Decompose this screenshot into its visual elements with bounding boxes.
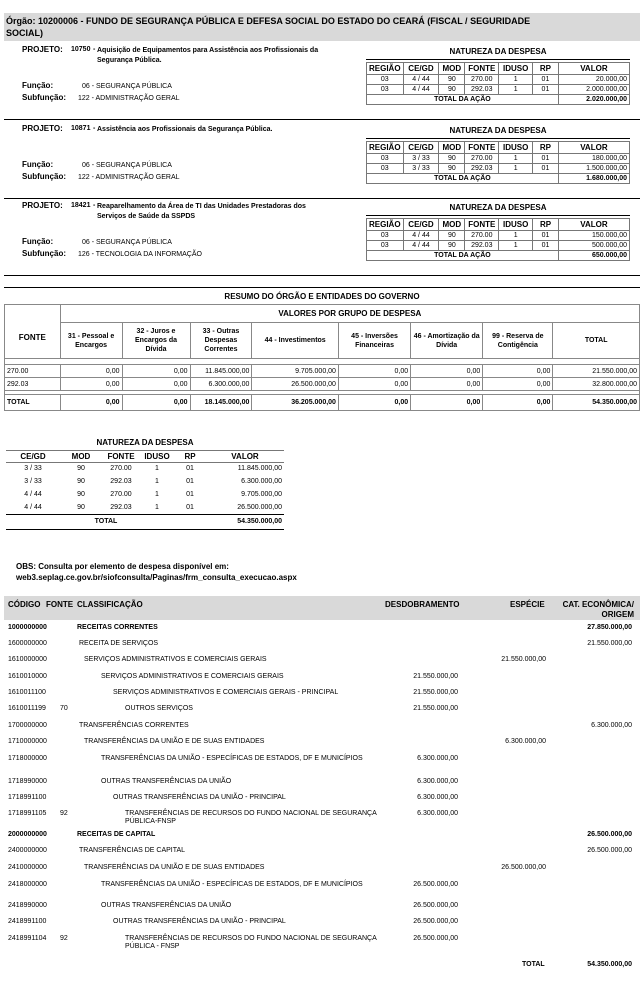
col-cat: CAT. ECONÔMICA/ ORIGEM <box>562 600 634 619</box>
cell-iduso: 1 <box>499 164 533 174</box>
cell-cegd: 3 / 33 <box>403 164 439 174</box>
subfuncao-label: Subfunção: <box>22 172 66 181</box>
classif-esp: 26.500.000,00 <box>501 864 546 871</box>
projeto-code: 10750 <box>71 46 91 53</box>
funcao-value: 06 - SEGURANÇA PÚBLICA <box>82 83 172 90</box>
classif-cat: 26.500.000,00 <box>587 831 632 838</box>
classif-fonte: 70 <box>60 705 68 712</box>
classif-cat: 6.300.000,00 <box>591 722 632 729</box>
col-desdobramento: DESDOBRAMENTO <box>385 600 460 609</box>
classif-code: 2418991104 <box>8 935 47 942</box>
col-cegd: CE/GD <box>403 142 439 154</box>
classif-desd: 6.300.000,00 <box>417 810 458 817</box>
col-mod: MOD <box>439 142 465 154</box>
resumo-col-fonte: FONTE <box>5 305 61 359</box>
natureza-title: NATUREZA DA DESPESA <box>449 47 547 56</box>
resumo-total-cell: 54.350.000,00 <box>553 395 640 411</box>
table-row <box>5 378 640 391</box>
resumo-col: 44 - Investimentos <box>252 323 339 359</box>
cell-valor: 150.000,00 <box>558 231 629 241</box>
natureza2-title: NATUREZA DA DESPESA <box>6 436 284 450</box>
classif-fonte: 92 <box>60 935 68 942</box>
cell-cegd: 4 / 44 <box>24 491 42 498</box>
classif-code: 1718991100 <box>8 794 47 801</box>
cell-regiao: 03 <box>367 75 404 85</box>
resumo-col: 33 - Outras Despesas Correntes <box>190 323 252 359</box>
total-acao-label: TOTAL DA AÇÃO <box>367 174 559 184</box>
classif-code: 1610010000 <box>8 673 47 680</box>
resumo-title: RESUMO DO ÓRGÃO E ENTIDADES DO GOVERNO <box>224 292 420 301</box>
projeto-code: 18421 <box>71 202 91 209</box>
cell-fonte: 270.00 <box>110 465 132 473</box>
classif-desd: 6.300.000,00 <box>417 778 458 785</box>
classif-desc: SERVIÇOS ADMINISTRATIVOS E COMERCIAIS GERAIS - PRINCIPAL <box>113 689 339 696</box>
cell-iduso: 1 <box>155 478 159 485</box>
col-cegd: CE/GD <box>6 450 60 462</box>
resumo-total-cell: 0,00 <box>483 395 553 411</box>
cell-rp: 01 <box>533 164 559 174</box>
cell-rp: 01 <box>533 241 559 251</box>
col-mod: MOD <box>439 219 465 231</box>
classif-desc: TRANSFERÊNCIAS DE RECURSOS DO FUNDO NACIONAL DE SEGURANÇA PÚBLICA - FNSP <box>125 935 377 950</box>
resumo-cell: 0,00 <box>483 378 553 391</box>
classif-code: 2418990000 <box>8 902 47 909</box>
col-regiao: REGIÃO <box>367 63 404 75</box>
resumo-cell: 0,00 <box>483 365 553 378</box>
classif-code: 2418000000 <box>8 881 47 888</box>
resumo-cell: 0,00 <box>60 378 122 391</box>
classif-code: 1000000000 <box>8 624 47 631</box>
cell-valor: 2.000.000,00 <box>558 85 629 95</box>
cell-regiao: 03 <box>367 154 404 164</box>
classif-desc: TRANSFERÊNCIAS DA UNIÃO - ESPECÍFICAS DE ESTADOS, DF E MUNICÍPIOS <box>101 755 363 762</box>
col-rp: RP <box>533 63 559 75</box>
cell-rp: 01 <box>533 231 559 241</box>
funcao-value: 06 - SEGURANÇA PÚBLICA <box>82 239 172 246</box>
table-row <box>6 501 284 514</box>
cell-fonte: 292.03 <box>465 164 499 174</box>
subfuncao-value: 122 - ADMINISTRAÇÃO GERAL <box>78 95 180 102</box>
col-rp: RP <box>533 219 559 231</box>
cell-mod: 90 <box>439 241 465 251</box>
classif-desc: OUTRAS TRANSFERÊNCIAS DA UNIÃO <box>101 778 232 785</box>
resumo-cell: 21.550.000,00 <box>553 365 640 378</box>
projeto-dash: - <box>93 202 96 209</box>
table-row <box>6 475 284 488</box>
table-row <box>6 488 284 501</box>
cell-fonte: 292.03 <box>465 85 499 95</box>
classif-code: 1700000000 <box>8 722 47 729</box>
natureza2-total: 54.350.000,00 <box>206 514 284 529</box>
resumo-cell: 0,00 <box>122 365 190 378</box>
resumo-total-cell: 18.145.000,00 <box>190 395 252 411</box>
natureza-table <box>366 141 630 184</box>
resumo-total-cell: 36.205.000,00 <box>252 395 339 411</box>
cell-iduso: 1 <box>499 231 533 241</box>
cell-iduso: 1 <box>499 154 533 164</box>
classif-code: 1610011100 <box>8 689 46 696</box>
classif-desc: TRANSFERÊNCIAS DA UNIÃO E DE SUAS ENTIDADES <box>84 738 265 745</box>
subfuncao-label: Subfunção: <box>22 93 66 102</box>
cell-mod: 90 <box>439 75 465 85</box>
resumo-total-cell: 0,00 <box>122 395 190 411</box>
cell-valor: 26.500.000,00 <box>237 503 282 511</box>
funcao-label: Função: <box>22 81 54 90</box>
table-row <box>367 85 630 95</box>
classif-desc: OUTRAS TRANSFERÊNCIAS DA UNIÃO - PRINCIPAL <box>113 794 286 801</box>
resumo-total-cell: 0,00 <box>411 395 483 411</box>
cell-rp: 01 <box>186 465 194 473</box>
resumo-cell: 11.845.000,00 <box>190 365 252 378</box>
classif-desc: TRANSFERÊNCIAS CORRENTES <box>79 722 189 729</box>
classif-cat: 27.850.000,00 <box>587 624 632 631</box>
cell-valor: 11.845.000,00 <box>237 465 282 473</box>
cell-fonte: 292.03 <box>110 478 132 485</box>
resumo-cell: 26.500.000,00 <box>252 378 339 391</box>
projeto-label: PROJETO: <box>22 124 63 133</box>
classif-code: 2000000000 <box>8 831 47 838</box>
classif-desd: 6.300.000,00 <box>417 755 458 762</box>
resumo-cell: 0,00 <box>411 378 483 391</box>
classif-desc: TRANSFERÊNCIAS DE CAPITAL <box>79 847 186 854</box>
classif-code: 2410000000 <box>8 864 47 871</box>
col-fonte: FONTE <box>102 450 140 462</box>
col-fonte: FONTE <box>465 63 499 75</box>
classif-fonte: 92 <box>60 810 68 817</box>
total-acao-value: 650.000,00 <box>558 251 629 261</box>
classif-desc: OUTRAS TRANSFERÊNCIAS DA UNIÃO <box>101 902 232 909</box>
cell-cegd: 4 / 44 <box>403 85 439 95</box>
classif-desd: 26.500.000,00 <box>413 881 458 888</box>
orgao-title: Órgão: 10200006 - FUNDO DE SEGURANÇA PÚBLICA E DEFESA SOCIAL DO ESTADO DO CEARÁ (FISCAL / SEGURIDADE SOCIAL) <box>6 16 531 38</box>
col-iduso: IDUSO <box>140 450 174 462</box>
resumo-table <box>4 304 640 411</box>
col-rp: RP <box>174 450 206 462</box>
col-iduso: IDUSO <box>499 142 533 154</box>
classif-esp: 21.550.000,00 <box>501 656 546 663</box>
funcao-value: 06 - SEGURANÇA PÚBLICA <box>82 162 172 169</box>
funcao-label: Função: <box>22 160 54 169</box>
col-codigo: CÓDIGO <box>8 600 41 609</box>
classif-desd: 6.300.000,00 <box>417 794 458 801</box>
resumo-cell: 0,00 <box>338 378 410 391</box>
col-valor: VALOR <box>558 142 629 154</box>
natureza-resumo-table <box>6 436 284 530</box>
col-iduso: IDUSO <box>499 219 533 231</box>
col-fonte: FONTE <box>46 600 74 609</box>
col-iduso: IDUSO <box>499 63 533 75</box>
classif-code: 1718990000 <box>8 778 47 785</box>
cell-mod: 90 <box>77 491 85 498</box>
total-acao-value: 2.020.000,00 <box>558 95 629 105</box>
classif-desc: TRANSFERÊNCIAS DA UNIÃO E DE SUAS ENTIDADES <box>84 864 265 871</box>
resumo-col: 32 - Juros e Encargos da Dívida <box>122 323 190 359</box>
cell-cegd: 3 / 33 <box>403 154 439 164</box>
classif-desc: TRANSFERÊNCIAS DE RECURSOS DO FUNDO NACIONAL DE SEGURANÇA PÚBLICA-FNSP <box>125 810 377 825</box>
funcao-label: Função: <box>22 237 54 246</box>
cell-mod: 90 <box>439 154 465 164</box>
cell-cegd: 4 / 44 <box>403 241 439 251</box>
resumo-cell: 32.800.000,00 <box>553 378 640 391</box>
resumo-cell: 6.300.000,00 <box>190 378 252 391</box>
resumo-col: TOTAL <box>553 323 640 359</box>
resumo-total-label: TOTAL <box>5 395 61 411</box>
col-regiao: REGIÃO <box>367 142 404 154</box>
col-fonte: FONTE <box>465 142 499 154</box>
natureza-title: NATUREZA DA DESPESA <box>449 126 547 135</box>
subfuncao-value: 122 - ADMINISTRAÇÃO GERAL <box>78 174 180 181</box>
cell-valor: 9.705.000,00 <box>241 491 282 498</box>
resumo-fonte: 292.03 <box>5 378 61 391</box>
cell-regiao: 03 <box>367 85 404 95</box>
col-valor: VALOR <box>558 63 629 75</box>
resumo-subtitle: VALORES POR GRUPO DE DESPESA <box>60 305 639 323</box>
cell-regiao: 03 <box>367 164 404 174</box>
cell-rp: 01 <box>533 75 559 85</box>
cell-rp: 01 <box>186 503 194 511</box>
classif-code: 1718991105 <box>8 810 47 817</box>
classif-desc: SERVIÇOS ADMINISTRATIVOS E COMERCIAIS GERAIS <box>101 673 284 680</box>
resumo-total-row <box>5 395 640 411</box>
cell-iduso: 1 <box>155 491 159 498</box>
cell-cegd: 4 / 44 <box>403 231 439 241</box>
cell-fonte: 270.00 <box>465 75 499 85</box>
col-regiao: REGIÃO <box>367 219 404 231</box>
classif-code: 1710000000 <box>8 738 47 745</box>
obs-line1: OBS: Consulta por elemento de despesa disponível em: <box>16 562 229 571</box>
cell-mod: 90 <box>77 503 85 511</box>
natureza2-total-label: TOTAL <box>6 514 206 529</box>
classif-desc: TRANSFERÊNCIAS DA UNIÃO - ESPECÍFICAS DE ESTADOS, DF E MUNICÍPIOS <box>101 881 363 888</box>
total-acao-label: TOTAL DA AÇÃO <box>367 95 559 105</box>
resumo-cell: 9.705.000,00 <box>252 365 339 378</box>
resumo-col: 45 - Inversões Financeiras <box>338 323 410 359</box>
projeto-title: Aquisição de Equipamentos para Assistência aos Profissionais da Segurança Pública. <box>97 47 319 64</box>
cell-iduso: 1 <box>499 85 533 95</box>
classif-desc: OUTRAS TRANSFERÊNCIAS DA UNIÃO - PRINCIPAL <box>113 918 286 925</box>
col-valor: VALOR <box>558 219 629 231</box>
classif-code: 1610000000 <box>8 656 47 663</box>
projeto-dash: - <box>93 46 96 53</box>
col-cegd: CE/GD <box>403 219 439 231</box>
cell-valor: 1.500.000,00 <box>558 164 629 174</box>
classif-desd: 26.500.000,00 <box>413 935 458 942</box>
resumo-col: 46 - Amortização da Dívida <box>411 323 483 359</box>
cell-fonte: 270.00 <box>465 231 499 241</box>
col-valor: VALOR <box>206 450 284 462</box>
table-row <box>5 365 640 378</box>
table-row <box>367 164 630 174</box>
cell-cegd: 4 / 44 <box>24 503 42 511</box>
classif-desd: 26.500.000,00 <box>413 902 458 909</box>
col-fonte: FONTE <box>465 219 499 231</box>
classif-desc: RECEITAS DE CAPITAL <box>77 831 156 838</box>
cell-valor: 6.300.000,00 <box>241 478 282 485</box>
classif-esp: 6.300.000,00 <box>505 738 546 745</box>
classif-desd: 21.550.000,00 <box>413 689 458 696</box>
resumo-cell: 0,00 <box>60 365 122 378</box>
resumo-cell: 0,00 <box>411 365 483 378</box>
cell-fonte: 292.03 <box>110 503 132 511</box>
projeto-code: 10871 <box>71 125 91 132</box>
resumo-fonte: 270.00 <box>5 365 61 378</box>
classif-cat: 26.500.000,00 <box>587 847 632 854</box>
cell-rp: 01 <box>186 478 194 485</box>
classif-code: 1718000000 <box>8 755 47 762</box>
classif-code: 2400000000 <box>8 847 47 854</box>
table-row <box>367 241 630 251</box>
cell-fonte: 292.03 <box>465 241 499 251</box>
classif-total-value: 54.350.000,00 <box>587 961 632 968</box>
classif-code: 1610011199 <box>8 705 46 712</box>
classif-code: 2418991100 <box>8 918 47 925</box>
classif-desc: RECEITA DE SERVIÇOS <box>79 640 159 647</box>
classif-desd: 26.500.000,00 <box>413 918 458 925</box>
projeto-label: PROJETO: <box>22 45 63 54</box>
col-classificacao: CLASSIFICAÇÃO <box>77 600 143 609</box>
cell-mod: 90 <box>439 231 465 241</box>
cell-cegd: 4 / 44 <box>403 75 439 85</box>
table-row <box>367 231 630 241</box>
natureza-table <box>366 218 630 261</box>
cell-valor: 180.000,00 <box>558 154 629 164</box>
resumo-col: 31 - Pessoal e Encargos <box>60 323 122 359</box>
subfuncao-value: 126 - TECNOLOGIA DA INFORMAÇÃO <box>78 251 202 258</box>
classif-code: 1600000000 <box>8 640 47 647</box>
cell-rp: 01 <box>533 85 559 95</box>
cell-iduso: 1 <box>499 241 533 251</box>
cell-fonte: 270.00 <box>110 491 132 498</box>
classif-desc: SERVIÇOS ADMINISTRATIVOS E COMERCIAIS GERAIS <box>84 656 267 663</box>
cell-cegd: 3 / 33 <box>24 465 42 473</box>
cell-rp: 01 <box>533 154 559 164</box>
cell-rp: 01 <box>186 491 194 498</box>
col-cegd: CE/GD <box>403 63 439 75</box>
projeto-label: PROJETO: <box>22 201 63 210</box>
cell-valor: 500.000,00 <box>558 241 629 251</box>
resumo-col: 99 - Reserva de Contigência <box>483 323 553 359</box>
classif-cat: 21.550.000,00 <box>587 640 632 647</box>
natureza-title: NATUREZA DA DESPESA <box>449 203 547 212</box>
obs-link[interactable]: web3.seplag.ce.gov.br/siofconsulta/Paginas/frm_consulta_execucao.aspx <box>16 573 297 582</box>
cell-iduso: 1 <box>155 465 159 473</box>
classif-total-label: TOTAL <box>522 961 545 968</box>
cell-iduso: 1 <box>499 75 533 85</box>
total-acao-label: TOTAL DA AÇÃO <box>367 251 559 261</box>
resumo-cell: 0,00 <box>338 365 410 378</box>
cell-mod: 90 <box>439 164 465 174</box>
cell-mod: 90 <box>439 85 465 95</box>
classif-desd: 21.550.000,00 <box>413 673 458 680</box>
cell-mod: 90 <box>77 478 85 485</box>
table-row <box>367 154 630 164</box>
resumo-total-cell: 0,00 <box>60 395 122 411</box>
col-mod: MOD <box>60 450 102 462</box>
total-acao-value: 1.680.000,00 <box>558 174 629 184</box>
col-mod: MOD <box>439 63 465 75</box>
projeto-title: Reaparelhamento da Área de TI das Unidades Prestadoras dos Serviços de Saúde da SSPDS <box>97 203 306 220</box>
col-rp: RP <box>533 142 559 154</box>
resumo-total-cell: 0,00 <box>338 395 410 411</box>
col-especie: ESPÉCIE <box>510 600 545 609</box>
cell-fonte: 270.00 <box>465 154 499 164</box>
natureza-table <box>366 62 630 105</box>
projeto-dash: - <box>93 125 96 132</box>
table-row <box>367 75 630 85</box>
classif-desd: 21.550.000,00 <box>413 705 458 712</box>
cell-regiao: 03 <box>367 231 404 241</box>
resumo-cell: 0,00 <box>122 378 190 391</box>
cell-iduso: 1 <box>155 503 159 511</box>
cell-cegd: 3 / 33 <box>24 478 42 485</box>
classif-desc: OUTROS SERVIÇOS <box>125 705 193 712</box>
cell-regiao: 03 <box>367 241 404 251</box>
cell-mod: 90 <box>77 465 85 473</box>
subfuncao-label: Subfunção: <box>22 249 66 258</box>
projeto-title: Assistência aos Profissionais da Segurança Pública. <box>97 126 273 133</box>
cell-valor: 20.000,00 <box>558 75 629 85</box>
classif-desc: RECEITAS CORRENTES <box>77 624 158 631</box>
table-row <box>6 462 284 475</box>
